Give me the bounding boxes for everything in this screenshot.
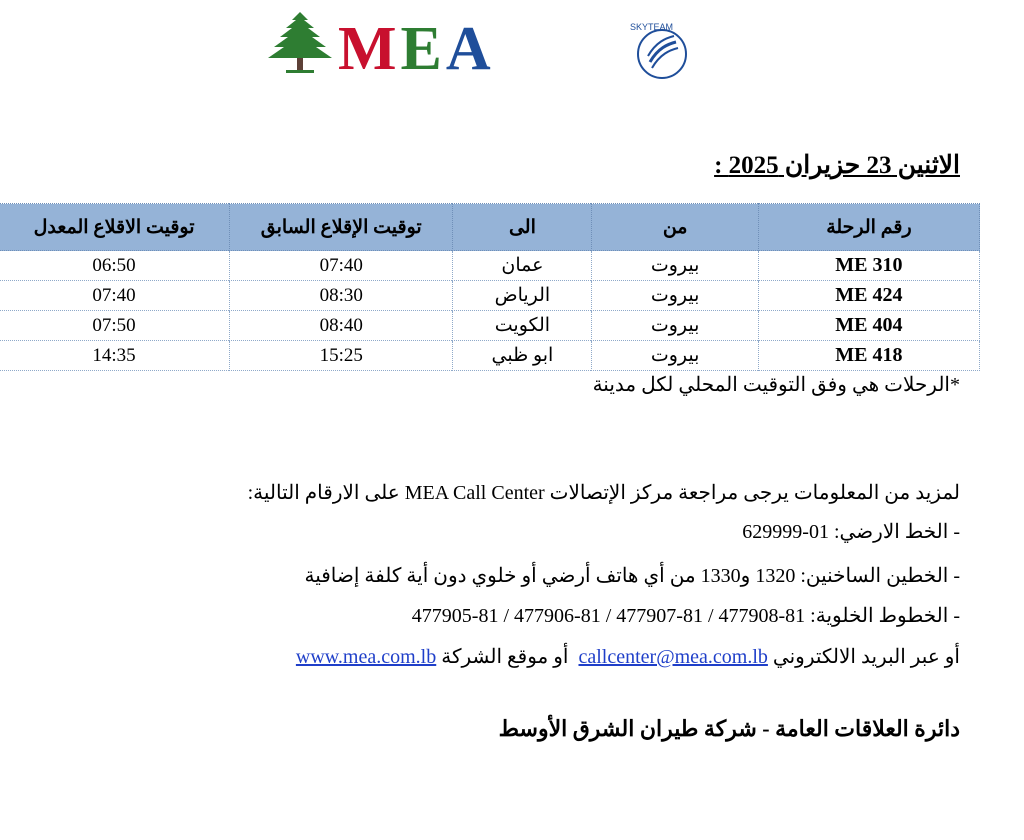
flight-to: الرياض [453, 281, 592, 311]
flight-to: الكويت [453, 311, 592, 341]
flight-from: بيروت [592, 251, 758, 281]
new-time: 07:50 [0, 311, 230, 341]
new-time: 07:40 [0, 281, 230, 311]
previous-time: 08:30 [230, 281, 453, 311]
flight-number: ME 424 [758, 281, 979, 311]
info-intro: لمزيد من المعلومات يرجى مراجعة مركز الإتصالات MEA Call Center على الارقام التالية: [247, 482, 960, 504]
email-link[interactable]: callcenter@mea.com.lb [578, 646, 768, 668]
header-new-time: توقيت الاقلاع المعدل [0, 204, 230, 251]
local-time-note: *الرحلات هي وفق التوقيت المحلي لكل مدينة [592, 374, 960, 396]
previous-time: 07:40 [230, 251, 453, 281]
website-prefix: أو موقع الشركة [441, 646, 569, 668]
flight-to: ابو ظبي [453, 341, 592, 371]
email-prefix: أو عبر البريد الالكتروني [772, 646, 960, 668]
skyteam-tagline: SKYTEAM [630, 22, 674, 32]
header-previous-time: توقيت الإقلاع السابق [230, 204, 453, 251]
skyteam-logo-icon [624, 18, 694, 84]
new-time: 14:35 [0, 341, 230, 371]
table-row [0, 281, 980, 311]
logo-letter-a: A [445, 15, 495, 83]
flight-from: بيروت [592, 281, 758, 311]
new-time: 06:50 [0, 251, 230, 281]
flight-number: ME 310 [758, 251, 979, 281]
logo-letter-e: E [400, 15, 446, 83]
flight-to: عمان [453, 251, 592, 281]
table-row [0, 311, 980, 341]
header-to: الى [453, 204, 592, 251]
flight-from: بيروت [592, 311, 758, 341]
hotline-numbers: - الخطين الساخنين: 1320 و1330 من أي هاتف أرضي أو خلوي دون أية كلفة إضافية [304, 565, 960, 587]
mobile-numbers: - الخطوط الخلوية: 81-477908 / 81-477907 / 81-477906 / 81-477905 [411, 605, 960, 627]
header-from: من [592, 204, 758, 251]
table-row [0, 341, 980, 371]
previous-time: 15:25 [230, 341, 453, 371]
footer-department: دائرة العلاقات العامة - شركة طيران الشرق الأوسط [498, 716, 960, 741]
table-header-row [0, 204, 980, 251]
mea-logo [264, 10, 694, 85]
flight-number: ME 404 [758, 311, 979, 341]
cedar-tree-icon [264, 10, 336, 76]
table-row [0, 251, 980, 281]
page-title: الاثنين 23 حزيران 2025 : [714, 152, 960, 179]
flight-number: ME 418 [758, 341, 979, 371]
flights-table [0, 203, 980, 371]
logo-letter-m: M [338, 15, 401, 83]
header-flight-number: رقم الرحلة [758, 204, 979, 251]
logo-wordmark [338, 15, 495, 83]
contact-links-line [296, 644, 960, 669]
previous-time: 08:40 [230, 311, 453, 341]
website-link[interactable]: www.mea.com.lb [295, 646, 437, 668]
flight-from: بيروت [592, 341, 758, 371]
landline-number: - الخط الارضي: 01-629999 [742, 521, 960, 543]
